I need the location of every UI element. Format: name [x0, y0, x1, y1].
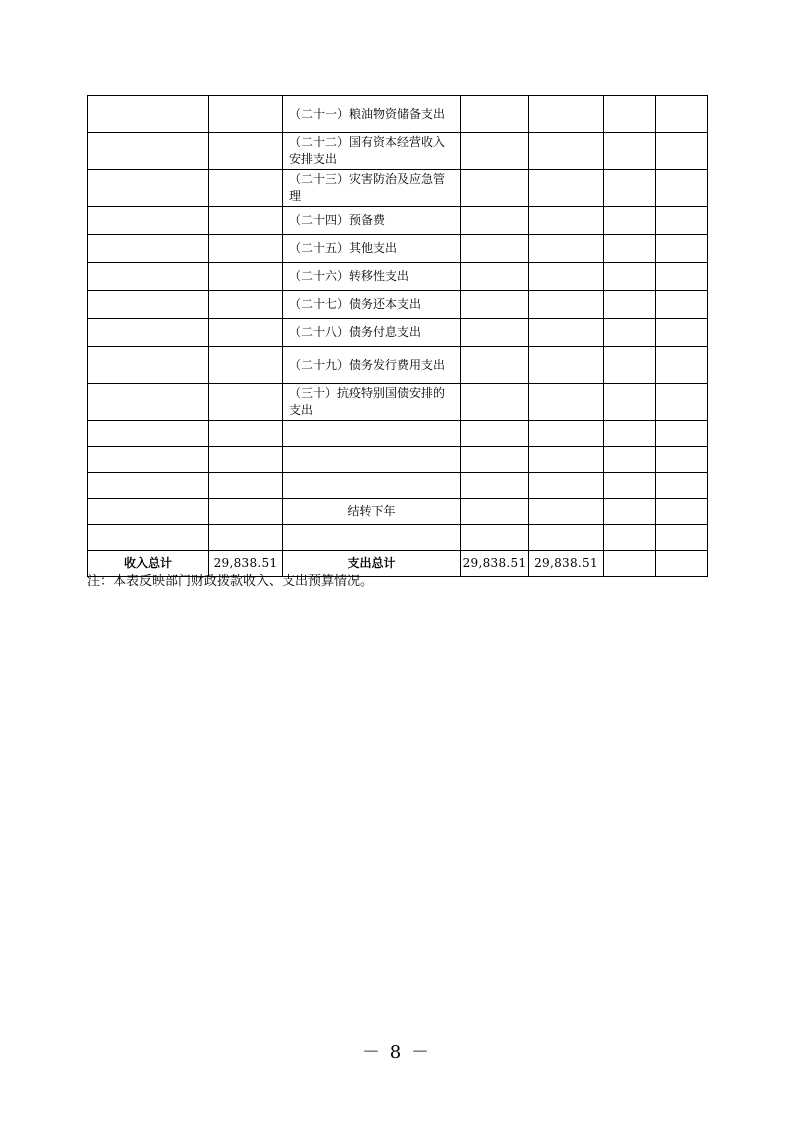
expense-fund-cell: [604, 263, 656, 291]
carry-forward-row: [88, 499, 708, 525]
income-item-cell: [88, 291, 209, 319]
empty-cell: [283, 421, 461, 447]
budget-table-container: [87, 95, 707, 577]
expense-general-cell: [529, 170, 604, 207]
expense-total-cell: [461, 263, 529, 291]
empty-cell: [283, 473, 461, 499]
empty-cell: [529, 473, 604, 499]
empty-cell: [209, 447, 283, 473]
expense-state-capital-cell: [656, 319, 708, 347]
income-amount-cell: [209, 207, 283, 235]
expense-state-capital-cell: [656, 384, 708, 421]
empty-cell: [604, 421, 656, 447]
income-amount-cell: [209, 170, 283, 207]
expense-total-value: 29,838.51: [461, 551, 529, 577]
empty-cell: [461, 447, 529, 473]
expense-general-cell: [529, 384, 604, 421]
empty-cell: [88, 499, 209, 525]
income-amount-cell: [209, 235, 283, 263]
empty-cell: [604, 499, 656, 525]
empty-cell: [656, 447, 708, 473]
expense-fund-cell: [604, 207, 656, 235]
expense-total-cell: [461, 384, 529, 421]
empty-cell: [88, 525, 209, 551]
expense-fund-cell: [604, 170, 656, 207]
income-item-cell: [88, 170, 209, 207]
empty-cell: [656, 499, 708, 525]
page-number: － 8 －: [362, 1042, 431, 1063]
expense-fund-cell: [604, 319, 656, 347]
expense-total-cell: [461, 96, 529, 133]
income-total-value: 29,838.51: [209, 551, 283, 577]
expense-state-capital-cell: [656, 291, 708, 319]
expense-item-cell: （二十五）其他支出: [283, 235, 461, 263]
expense-state-capital-cell: [656, 133, 708, 170]
income-item-cell: [88, 263, 209, 291]
income-amount-cell: [209, 347, 283, 384]
expense-general-cell: [529, 347, 604, 384]
empty-cell: [604, 525, 656, 551]
empty-cell: [209, 473, 283, 499]
empty-cell: [656, 525, 708, 551]
income-amount-cell: [209, 319, 283, 347]
expense-total-label: 支出总计: [283, 551, 461, 577]
empty-cell: [529, 499, 604, 525]
table-row: [88, 347, 708, 384]
expense-total-cell: [461, 291, 529, 319]
empty-table-row: [88, 421, 708, 447]
empty-cell: [88, 447, 209, 473]
expense-item-cell: （二十三）灾害防治及应急管理: [283, 170, 461, 207]
budget-table-body: [88, 96, 708, 577]
empty-cell: [529, 525, 604, 551]
table-row: [88, 235, 708, 263]
empty-table-row: [88, 525, 708, 551]
expense-state-capital-cell: [656, 263, 708, 291]
income-item-cell: [88, 207, 209, 235]
empty-cell: [604, 551, 656, 577]
expense-state-capital-cell: [656, 170, 708, 207]
table-row: [88, 207, 708, 235]
expense-item-cell: （二十四）预备费: [283, 207, 461, 235]
table-row: [88, 291, 708, 319]
empty-cell: [209, 421, 283, 447]
budget-table: [87, 95, 708, 577]
empty-cell: [209, 499, 283, 525]
empty-cell: [209, 525, 283, 551]
income-item-cell: [88, 319, 209, 347]
income-item-cell: [88, 96, 209, 133]
empty-cell: [461, 499, 529, 525]
expense-general-cell: [529, 133, 604, 170]
expense-item-cell: （二十九）债务发行费用支出: [283, 347, 461, 384]
empty-cell: [461, 473, 529, 499]
expense-total-cell: [461, 319, 529, 347]
expense-state-capital-cell: [656, 96, 708, 133]
income-amount-cell: [209, 291, 283, 319]
expense-total-cell: [461, 170, 529, 207]
empty-table-row: [88, 473, 708, 499]
expense-general-cell: [529, 263, 604, 291]
income-item-cell: [88, 235, 209, 263]
income-item-cell: [88, 133, 209, 170]
empty-cell: [656, 551, 708, 577]
empty-cell: [88, 473, 209, 499]
empty-cell: [656, 421, 708, 447]
expense-general-total-value: 29,838.51: [529, 551, 604, 577]
table-row: [88, 133, 708, 170]
table-row: [88, 170, 708, 207]
empty-cell: [529, 421, 604, 447]
income-amount-cell: [209, 384, 283, 421]
table-row: [88, 96, 708, 133]
table-row: [88, 384, 708, 421]
expense-fund-cell: [604, 235, 656, 263]
empty-cell: [283, 447, 461, 473]
income-amount-cell: [209, 133, 283, 170]
expense-total-cell: [461, 347, 529, 384]
empty-table-row: [88, 447, 708, 473]
expense-fund-cell: [604, 347, 656, 384]
expense-item-cell: （二十八）债务付息支出: [283, 319, 461, 347]
empty-cell: [461, 421, 529, 447]
expense-state-capital-cell: [656, 207, 708, 235]
expense-general-cell: [529, 207, 604, 235]
carry-forward-label: 结转下年: [283, 499, 461, 525]
expense-item-cell: （二十一）粮油物资储备支出: [283, 96, 461, 133]
empty-cell: [656, 473, 708, 499]
income-amount-cell: [209, 96, 283, 133]
empty-cell: [604, 447, 656, 473]
table-row: [88, 263, 708, 291]
expense-total-cell: [461, 235, 529, 263]
empty-cell: [461, 525, 529, 551]
expense-general-cell: [529, 319, 604, 347]
expense-fund-cell: [604, 96, 656, 133]
expense-item-cell: （二十七）债务还本支出: [283, 291, 461, 319]
income-item-cell: [88, 384, 209, 421]
expense-general-cell: [529, 96, 604, 133]
income-item-cell: [88, 347, 209, 384]
expense-item-cell: （二十六）转移性支出: [283, 263, 461, 291]
income-amount-cell: [209, 263, 283, 291]
empty-cell: [529, 447, 604, 473]
expense-state-capital-cell: [656, 235, 708, 263]
expense-fund-cell: [604, 291, 656, 319]
table-row: [88, 319, 708, 347]
expense-fund-cell: [604, 133, 656, 170]
expense-item-cell: （三十）抗疫特别国债安排的支出: [283, 384, 461, 421]
expense-state-capital-cell: [656, 347, 708, 384]
expense-fund-cell: [604, 384, 656, 421]
empty-cell: [283, 525, 461, 551]
expense-total-cell: [461, 207, 529, 235]
expense-total-cell: [461, 133, 529, 170]
income-total-label: 收入总计: [88, 551, 209, 577]
expense-item-cell: （二十二）国有资本经营收入安排支出: [283, 133, 461, 170]
table-footnote: 注：本表反映部门财政拨款收入、支出预算情况。: [87, 574, 374, 589]
expense-general-cell: [529, 235, 604, 263]
empty-cell: [604, 473, 656, 499]
empty-cell: [88, 421, 209, 447]
expense-general-cell: [529, 291, 604, 319]
